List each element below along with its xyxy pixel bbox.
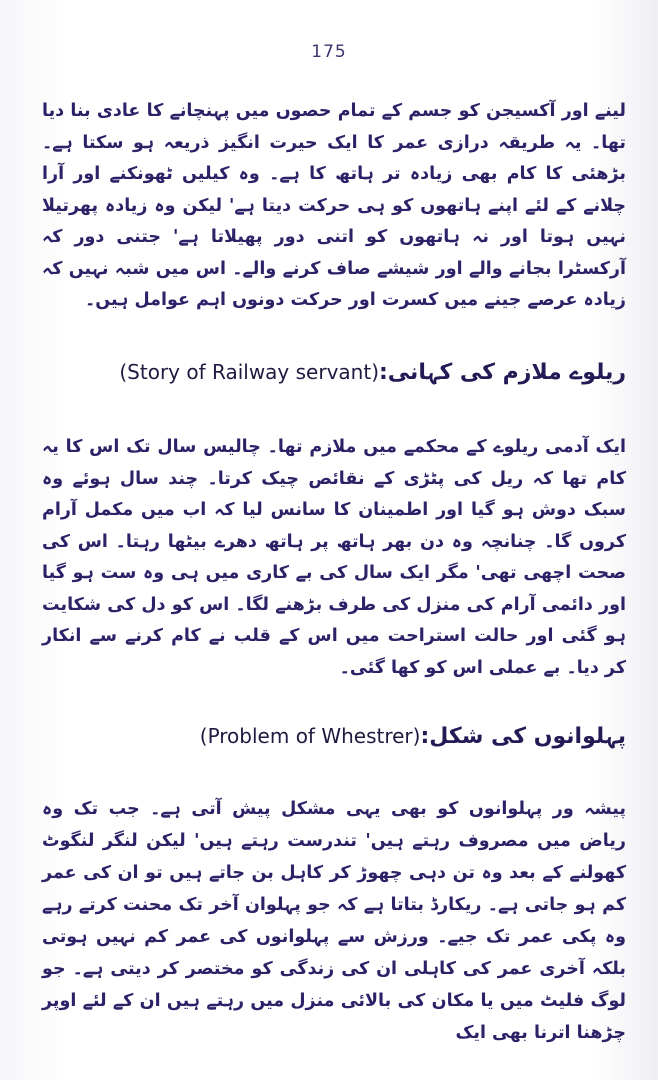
- paragraph-text: لینے اور آکسیجن کو جسم کے تمام حصوں میں پہنچانے کا عادی بنا دیا تھا۔ یہ طریقہ درازی عمر کا ایک حیرت انگیز ذریعہ ہو سکتا ہے۔ بڑھئی کا کام بھی زیادہ تر ہاتھ کا ہے۔ وہ کیلیں ٹھونکنے اور آرا چلانے کے لئے اپنے ہاتھوں کو ہی حرکت دیتا ہے' لیکن وہ زیادہ پھرتیلا نہیں ہوتا اور نہ ہاتھوں کو اتنی دور پھیلاتا ہے' جتنی دور کہ آرکسٹرا بجانے والے اور شیشے صاف کرنے والے۔ اس میں شبہ نہیں کہ زیادہ عرصے جینے میں کسرت اور حرکت دونوں اہم عوامل ہیں۔: [42, 101, 626, 310]
- heading-railway-servant: [42, 360, 626, 385]
- heading-urdu: پہلوانوں کی شکل:: [420, 724, 626, 749]
- heading-wrestlers: [42, 724, 626, 749]
- page-number: 175: [311, 42, 347, 62]
- paragraph-text: ایک آدمی ریلوے کے محکمے میں ملازم تھا۔ چالیس سال تک اس کا یہ کام تھا کہ ریل کی پٹڑی کے نقائص چیک کرتا۔ چند سال ہوئے وہ سبک دوش ہو گیا اور اطمینان کا سانس لیا کہ اب میں مکمل آرام کروں گا۔ چنانچہ وہ دن بھر ہاتھ پر ہاتھ دھرے بیٹھا رہتا۔ اس کی صحت اچھی تھی' مگر ایک سال کی بے کاری میں ہی وہ ست ہو گیا اور دائمی آرام کی منزل کی طرف بڑھنے لگا۔ اس کو دل کی شکایت ہو گئی اور حالت استراحت میں اس کے قلب نے کام کرنے سے انکار کر دیا۔ بے عملی اس کو کھا گئی۔: [42, 437, 626, 678]
- paragraph-text: پیشہ ور پہلوانوں کو بھی یہی مشکل پیش آتی ہے۔ جب تک وہ ریاض میں مصروف رہتے ہیں' تندرست رہتے ہیں' لیکن لنگر لنگوٹ کھولنے کے بعد وہ تن دہی چھوڑ کر کاہل بن جاتے ہیں تو ان کی عمر کم ہو جاتی ہے۔ ریکارڈ بتاتا ہے کہ جو پہلوان آخر تک محنت کرتے رہے وہ پکی عمر تک جیے۔ ورزش سے پہلوانوں کی عمر کم نہیں ہوتی بلکہ آخری عمر کی کاہلی ان کی زندگی کو مختصر کر دیتی ہے۔ جو لوگ فلیٹ میں یا مکان کی بالائی منزل میں رہتے ہیں ان کے لئے اوپر چڑھنا اترنا بھی ایک: [42, 799, 626, 1043]
- heading-urdu: ریلوے ملازم کی کہانی:: [379, 360, 626, 385]
- paragraph-wrestlers: [42, 793, 626, 1049]
- paragraph-exercise-longevity: [42, 96, 626, 317]
- heading-english: (Story of Railway servant): [119, 360, 379, 384]
- heading-english: (Problem of Whestrer): [199, 724, 421, 748]
- paragraph-railway-servant: [42, 432, 626, 684]
